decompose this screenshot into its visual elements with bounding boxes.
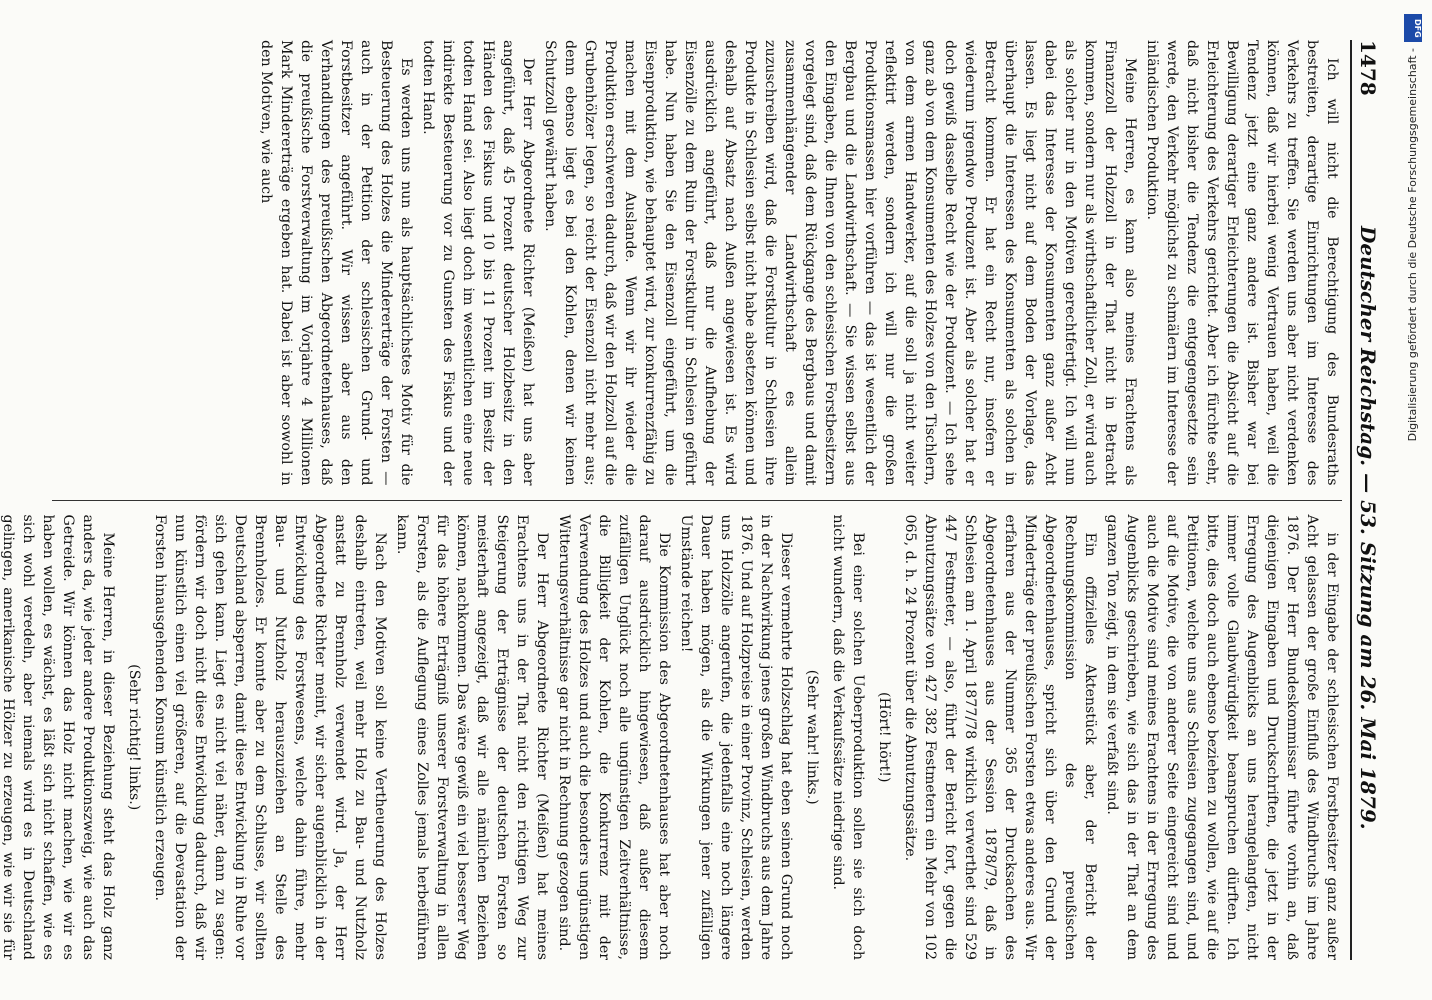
interjection: (Sehr wahr! links.) bbox=[804, 669, 820, 805]
page-number: 1478 bbox=[1356, 40, 1380, 96]
paragraph: Die Kommission des Abgeordnetenhauses hat aber noch darauf ausdrücklich hingewiesen, daß außer diesem zufälligen Unglück noch alle ungünstigen Zeitverhältnisse, die Billigkeit der Kohlen, die Konkurrenz mit der Verwendung des Holzes und auch die besonders ungünstigen Witterungsverhältnisse gar nicht in Rechnung gezogen sind. bbox=[556, 514, 672, 960]
paragraph: Der Herr Abgeordnete Richter (Meißen) hat meines Erachtens uns in der That nicht den richtigen Weg zur Steigerung der Erträgnisse der deutschen Forsten so meisterhaft angezeigt, daß wir alle nämlichen Beziehen können, nachkommen. Das wäre gewiß ein viel besserer Weg für das höhere Erträgniß unserer Forstverwaltung in allen Forsten, als die Auflegung eines Zolles jemals herbeiführen kann. bbox=[394, 514, 550, 960]
text-column-left bbox=[52, 40, 1342, 486]
paragraph: Meine Herren, es kann also meines Erachtens als Finanzzoll der Holzzoll in der That nicht in Betracht kommen, sondern nur als wirthschaftlicher Zoll, er wird auch als solcher nur in den Motiven gerechtfertigt. Ich will nun dabei das Interesse der Konsumenten ganz außer Acht lassen. Es liegt nicht auf dem Boden der Vorlage, das überhaupt die Interessen des Konsumenten als solchen in Betracht kommen. Er hat ein Recht nur, insofern er wiederum irgendwo Produzent ist. Aber als solcher hat er doch gewiß dasselbe Recht wie der Produzent. — Ich sehe ganz ab von dem Konsumenten des Holzes von den Tischlern, von dem armen Handwerker, auf die soll ja nicht weiter reflektirt werden, sondern ich will nur die großen Produktionsmassen hier vorführen — das ist wesentlich der Bergbau und die Landwirthschaft. — Sie wissen selbst aus den Eingaben, die Ihnen von den schlesischen Forstbesitzern vorgelegt sind, daß dem Rückgange des Bergbaus und damit zusammenhängender Landwirthschaft es allein zuzuschreiben wird, daß die Forstkultur in Schlesien ihre Produkte in Schlesien selbst nicht habe absetzen können und deshalb auf Absatz nach Außen angewiesen ist. Es wird ausdrücklich angeführt, daß nur die Aufhebung der Eisenzölle zu dem Ruin der Forstkultur in Schlesien geführt habe. Nun haben Sie den Eisenzoll eingeführt, um die Eisenproduktion, wie behauptet wird, zur konkurrenzfähig zu machen mit dem Auslande. Wenn wir ihr wieder die Produktion erschweren dadurch, daß wir den Holzzoll auf die Grubenhölzer legen, so reicht der Eisenzoll nicht mehr aus; denn ebenso liegt es bei den Kohlen, denen wir keinen Schutzzoll gewährt haben. bbox=[542, 40, 1138, 486]
paragraph: Der Herr Abgeordnete Richter (Meißen) hat uns aber angeführt, daß 45 Prozent deutscher Holzbesitz in den Händen des Fiskus und 10 bis 11 Prozent im Besitz der todten Hand sei. Also liegt doch im wesentlichen eine neue indirekte Besteuerung vor zu Gunsten des Fiskus und der todten Hand. bbox=[420, 40, 536, 486]
paragraph: Bei einer solchen Ueberproduktion sollen sie sich doch nicht wundern, daß die Verkaufssätze niedrige sind. bbox=[830, 514, 866, 960]
text-columns bbox=[0, 40, 1342, 960]
paragraph: in der Eingabe der schlesischen Forstbesitzer ganz außer Acht gelassen der große Einfluß des Windbruchs im Jahre 1876. Der Herr Bundeskommissar führte vorhin an, daß diejenigen Eingaben und Druckschriften, die jetzt in der Erregung des Augenblicks an uns herangelangten, nicht immer volle Glaubwürdigkeit beanspruchen dürften. Ich bitte, dies doch auch ebenso beziehen zu wollen, wie auf die Petitionen, welche uns aus Schlesien zugegangen sind, und auf die Motive, die von anderer Seite eingereicht sind und auch die Motive sind meines Erachtens in der Erregung des Augenblicks geschrieben, wie sich das in der That an dem ganzen Ton zeigt, in dem sie verfaßt sind. bbox=[1104, 514, 1340, 960]
interjection: (Hört! hört!) bbox=[876, 691, 892, 783]
paragraph: Dieser vermehrte Holzschlag hat eben seinen Grund noch in der Nachwirkung jenes großen Windbruchs aus dem Jahre 1876. Und auf Holzpreise in einer Provinz, Schlesien, werden uns Holzzölle angerufen, die jedenfalls eine noch längere Dauer haben mögen, als die Wirkungen jener zufälligen Umstände reichen! bbox=[678, 514, 794, 960]
rotated-page bbox=[0, 20, 1390, 980]
paragraph: Nach den Motiven soll keine Vertheuerung des Holzes deshalb eintreten, weil mehr Holz zu Bau- und Nutzholz anstatt zu Brennholz verwendet wird. Ja, der Herr Abgeordnete Richter meint, wir sicher augenblicklich in der Entwicklung des Forstwesens, welche dahin führe, mehr Bau- und Nutzholz herauszuziehen an Stelle des Brennholzes. Er konnte aber zu dem Schlusse, wir sollten Deutschland absperren, damit diese Entwicklung in Ruhe vor sich gehen kann. Liegt es nicht viel näher, dann zu sagen: fördern wir doch nicht diese Entwicklung dadurch, daß wir nun künstlich einen viel größeren, auf die Devastation der Forsten hinausgehenden Konsum künstlich erzeugen. bbox=[152, 514, 388, 960]
paragraph: Ein offizielles Aktenstück aber, der Bericht der Rechnungskommission des preußischen Abgeordnetenhauses, spricht sich über den Grund der Minderträge der preußischen Forsten etwas anderes aus. Wir erfahren aus der Nummer 365 der Drucksachen des Abgeordnetenhauses aus der Session 1878/79, daß in Schlesien am 1. April 1877/78 wirklich verwerthet sind 529 447 Festmeter, — also, führt der Bericht fort, gegen die Abnutzungssätze von 427 382 Festmetern ein Mehr von 102 065, d. h. 24 Prozent über die Abnutzungssätze. bbox=[902, 514, 1098, 960]
paragraph: Ich will nicht die Berechtigung des Bundesraths bestreiten, derartige Einrichtungen im Interesse des Verkehrs zu treffen. Sie werden uns aber nicht verdenken können, daß wir hierbei wenig Vertrauen haben, weil die Tendenz jetzt eine ganz andere ist. Bisher war bei Bewilligung derartiger Erleichterungen die Absicht auf die Erleichterung des Verkehrs gerichtet. Aber ich fürchte sehr, daß nicht bisher die Tendenz die entgegengesetzte sein werde, den Verkehr möglichst zu schmälern im Interesse der inländischen Produktion. bbox=[1144, 40, 1340, 486]
interjection: (Sehr richtig! links.) bbox=[126, 664, 142, 811]
dfg-logo: DFG bbox=[1404, 14, 1422, 42]
paragraph: Meine Herren, in dieser Beziehung steht das Holz ganz anders da, wie jeder andere Produktionszweig, wie auch das Getreide. Wir können das Holz nicht machen, wie wir es haben wollen, es wächst, es läßt sich nicht schaffen, wie es sich wohl veredeln, aber niemals wird es in Deutschland gelingen, amerikanische Hölzer zu erzeugen, wie wir sie für bbox=[0, 514, 116, 960]
dfg-credit-text: Digitalisierung gefördert durch die Deutsche Forschungsgemeinschaft - bbox=[1406, 48, 1419, 442]
page-title: Deutscher Reichstag. — 53. Sitzung am 26. Mai 1879. bbox=[1356, 226, 1380, 830]
paragraph: Es werden uns nun als hauptsächlichstes Motiv für die Besteuerung des Holzes die Mindererträge der Forsten — auch in der Petition der schlesischen Grund- und Forstbesitzer angeführt. Wir wissen aber aus den Verhandlungen des preußischen Abgeordnetenhauses, daß die preußische Forstverwaltung im Vorjahre 4 Millionen Mark Mindererträge ergeben hat. Dabei ist aber sowohl in den Motiven, wie auch bbox=[258, 40, 414, 486]
column-divider bbox=[52, 500, 1342, 501]
dfg-credit-strip bbox=[1398, 8, 1428, 988]
page-header bbox=[1350, 40, 1380, 960]
text-column-right bbox=[0, 514, 1342, 961]
